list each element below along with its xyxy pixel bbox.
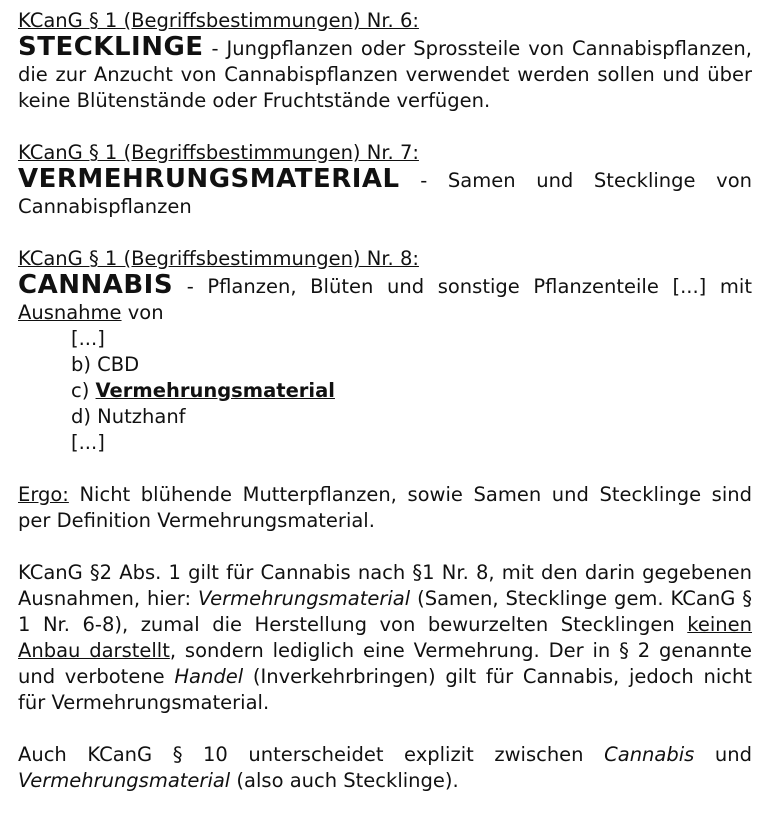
- section-body: [18, 166, 752, 220]
- ergo-text: Nicht blühende Mutterpflanzen, sowie Samen und Stecklinge sind per Definition Vermehrungsmaterial.: [18, 483, 752, 532]
- section-reference: KCanG § 1 (Begriffsbestimmungen) Nr. 6:: [18, 9, 419, 32]
- paragraph-text: KCanG §2 Abs. 1 gilt für Cannabis nach §1 Nr. 8, mit den darin gegebenen Ausnahmen, hier:: [18, 561, 752, 610]
- list-item: [...]: [71, 327, 105, 350]
- paragraph-text: (Inverkehrbringen) gilt für Cannabis, jedoch nicht für Vermehrungsmaterial.: [18, 665, 752, 714]
- paragraph-italic: Vermehrungsmaterial: [197, 587, 411, 610]
- ergo-label: Ergo:: [18, 483, 69, 506]
- paragraph-paragraph2: [18, 560, 752, 716]
- defined-term: VERMEHRUNGSMATERIAL: [18, 164, 400, 194]
- section-reference: KCanG § 1 (Begriffsbestimmungen) Nr. 8:: [18, 247, 419, 270]
- list-item-highlight: Vermehrungsmaterial: [95, 379, 335, 402]
- paragraph-underlined: keinen Anbau darstellt: [18, 613, 752, 662]
- section-cannabis: [18, 246, 752, 456]
- paragraph-paragraph3: [18, 742, 752, 794]
- paragraph-text: (also auch Stecklinge).: [230, 769, 459, 792]
- definition-text: - Samen und Stecklinge von Cannabispflanzen: [18, 169, 752, 218]
- definition-underlined: Ausnahme: [18, 301, 122, 324]
- section-stecklinge: [18, 8, 752, 114]
- section-body: [18, 34, 752, 114]
- list-item: [...]: [71, 431, 105, 454]
- paragraph-italic: Handel: [174, 665, 244, 688]
- definition-text-end: von: [121, 301, 164, 324]
- list-item-prefix: c): [71, 379, 96, 402]
- ergo-paragraph: [18, 482, 752, 534]
- paragraph-text: (Samen, Stecklinge gem. KCanG § 1 Nr. 6-8), zumal die Herstellung von bewurzelten Stecklingen: [18, 587, 752, 636]
- paragraph-text: Auch KCanG § 10 unterscheidet explizit zwischen: [18, 743, 605, 766]
- list-item: d) Nutzhanf: [71, 405, 186, 428]
- definition-text: - Jungpflanzen oder Sprossteile von Cannabispflanzen, die zur Anzucht von Cannabispflanzen verwendet werden sollen und über keine Blütenstände oder Fruchtstände verfügen.: [18, 37, 752, 112]
- section-body: [18, 272, 752, 326]
- paragraph-italic: Vermehrungsmaterial: [18, 769, 231, 792]
- defined-term: CANNABIS: [18, 270, 174, 300]
- list-item: b) CBD: [71, 353, 140, 376]
- section-reference: KCanG § 1 (Begriffsbestimmungen) Nr. 7:: [18, 141, 419, 164]
- paragraph-text: und: [694, 743, 752, 766]
- exception-list: [18, 326, 752, 456]
- list-item: [71, 378, 752, 404]
- defined-term: STECKLINGE: [18, 32, 204, 62]
- definition-text: - Pflanzen, Blüten und sonstige Pflanzenteile [...] mit: [173, 275, 752, 298]
- paragraph-text: , sondern lediglich eine Vermehrung. Der in § 2 genannte und verbotene: [18, 639, 752, 688]
- section-vermehrungsmaterial: [18, 140, 752, 220]
- paragraph-italic: Cannabis: [604, 743, 695, 766]
